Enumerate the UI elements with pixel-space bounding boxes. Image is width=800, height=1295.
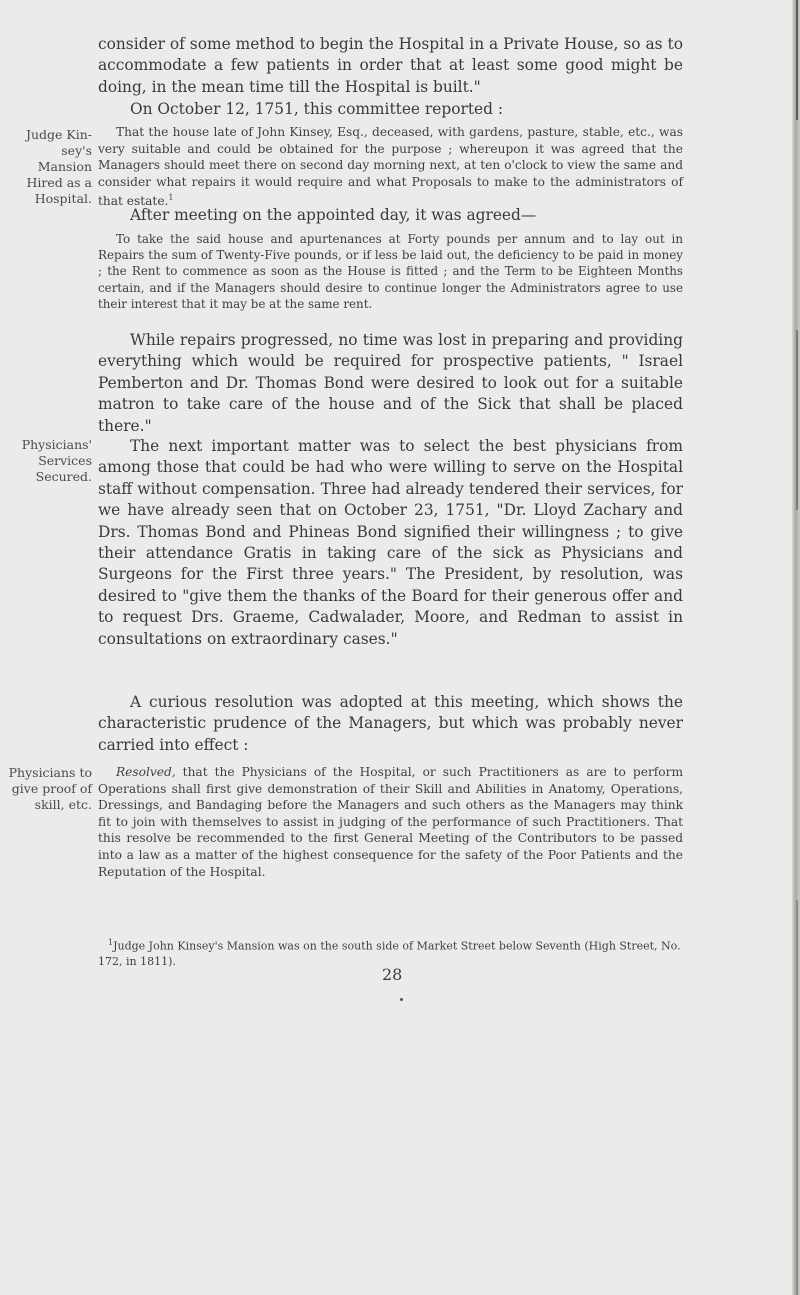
margin-note-line: Hired as a	[26, 175, 92, 190]
page-edge-shadow	[796, 0, 798, 120]
paragraph-repairs: While repairs progressed, no time was lost in preparing and providing everything which would be required for prospective patients, " Israel Pemberton and Dr. Thomas Bond were desired to look out for a suitable matron to take care of the house and of the Sick that shall be placed there."	[98, 331, 683, 435]
quote-kinsey-house	[98, 124, 683, 210]
paragraph-after-meeting: After meeting on the appointed day, it was agreed—	[130, 206, 537, 224]
margin-note-mansion	[4, 127, 92, 207]
margin-note-line: Judge Kin-	[25, 127, 92, 142]
page-edge-shadow	[796, 330, 798, 510]
quote-resolved	[98, 764, 683, 880]
quote-text: that the Physicians of the Hospital, or such Practitioners as are to perform Operations shall first give demonstration of their Skill and Abilities in Anatomy, Operations, Dressings, and Bandaging before the Managers and such others as the Managers may think fit to join with themselves to assist in judging of the performance of such Practitioners. That this resolve be recommended to the first General Meeting of the Contributors to be passed into a law as a matter of the highest consequence for the safety of the Poor Patients and the Reputation of the Hospital.	[98, 765, 683, 879]
paragraph-curious-resolution: A curious resolution was adopted at this meeting, which shows the characteristic prudence of the Managers, but which was probably never carried into effect :	[98, 693, 683, 754]
paragraph-continuation: consider of some method to begin the Hospital in a Private House, so as to accommodate a few patients in order that at least some good might be doing, in the mean time till the Hospital is built."	[98, 35, 683, 96]
margin-note-line: Services	[38, 453, 92, 468]
margin-note-line: Physicians to	[8, 765, 92, 780]
footnote-marker: 1	[108, 938, 114, 947]
margin-note-proof	[4, 765, 92, 813]
quote-text: That the house late of John Kinsey, Esq., deceased, with gardens, pasture, stable, etc., was very suitable and could be obtained for the purpose ; whereupon it was agreed that the Managers should meet there on second day morning next, at ten o'clock to view the same and consider what repairs it would require and what Proposals to make to the administrators of that estate.	[98, 125, 683, 209]
quote-lead-word: Resolved,	[116, 765, 176, 779]
page-number: 28	[382, 965, 403, 984]
margin-note-line: sey's Mansion	[37, 143, 92, 174]
margin-note-line: Hospital.	[34, 191, 92, 206]
quote-lease-terms: To take the said house and apurtenances at Forty pounds per annum and to lay out in Repairs the sum of Twenty-Five pounds, or if less be laid out, the deficiency to be paid in money ; the Rent to commence as soon as the House is fitted ; and the Term to be Eighteen Months certain, and if the Managers should desire to continue longer the Administrators agree to use their interest that it may be at the same rent.	[98, 232, 683, 311]
page-edge-shadow	[796, 900, 798, 1295]
footnote-marker: 1	[168, 193, 174, 202]
page-speck	[400, 998, 403, 1001]
margin-note-line: Physicians'	[21, 437, 92, 452]
margin-note-line: Secured.	[35, 469, 92, 484]
margin-note-physicians	[4, 437, 92, 485]
paragraph-physicians: The next important matter was to select the best physicians from among those that could be had who were willing to serve on the Hospital staff without compensation. Three had already tendered their services, for we have already seen that on October 23, 1751, "Dr. Lloyd Zachary and Drs. Thomas Bond and Phineas Bond signified their willingness ; to give their attendance Gratis in taking care of the sick as Physicians and Surgeons for the First three years." The President, by resolution, was desired to "give them the thanks of the Board for their generous offer and to request Drs. Graeme, Cadwalader, Moore, and Redman to assist in consultations on extraordinary cases."	[98, 437, 683, 648]
paragraph-committee-report: On October 12, 1751, this committee reported :	[130, 100, 504, 118]
footnote	[98, 935, 683, 969]
margin-note-line: skill, etc.	[34, 797, 92, 812]
footnote-text: Judge John Kinsey's Mansion was on the south side of Market Street below Seventh (High Street, No. 172, in 1811).	[98, 939, 681, 968]
margin-note-line: give proof of	[11, 781, 92, 796]
